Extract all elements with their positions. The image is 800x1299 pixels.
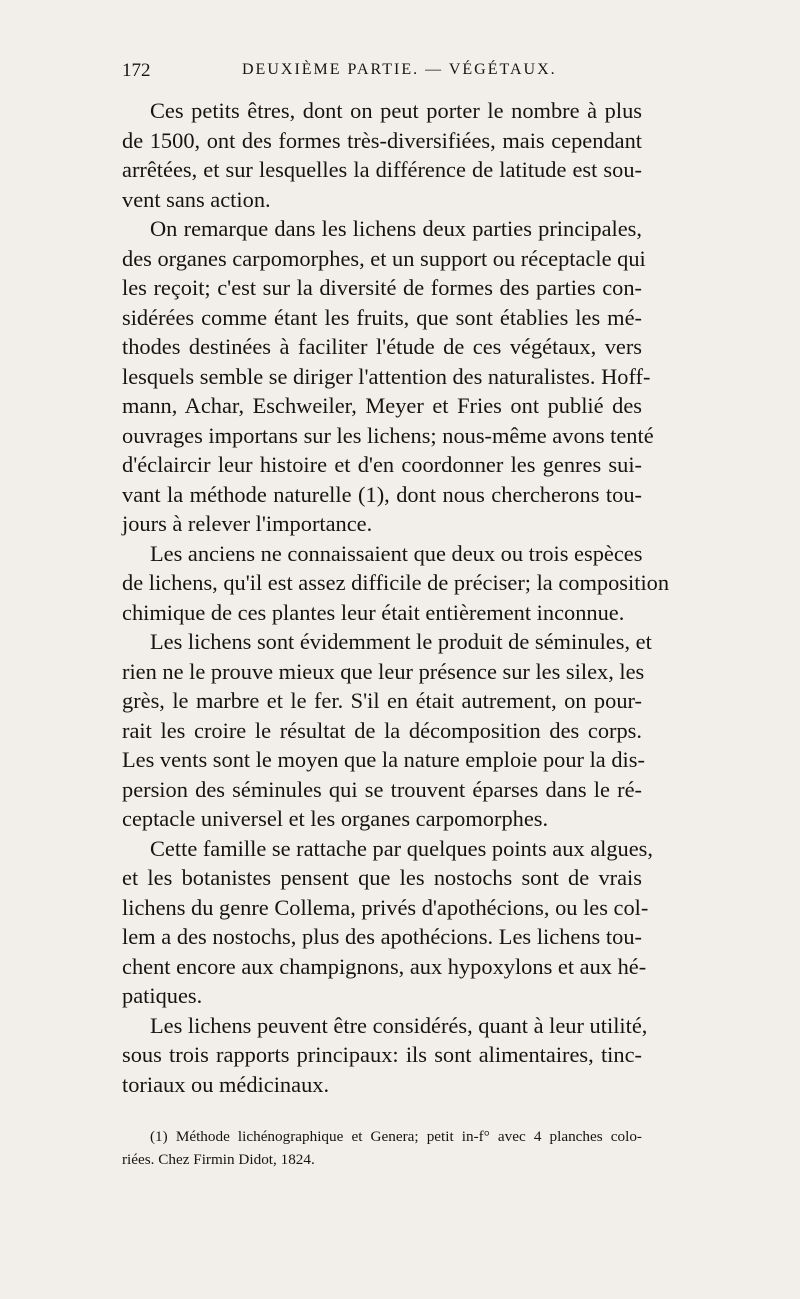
text-line: ouvrages importans sur les lichens; nous-même avons tenté bbox=[122, 422, 654, 448]
paragraph bbox=[122, 627, 652, 834]
text-line: mann, Achar, Eschweiler, Meyer et Fries ont publié des bbox=[122, 393, 642, 418]
text-line: Cette famille se rattache par quelques points aux algues, bbox=[150, 835, 653, 861]
text-line: vent sans action. bbox=[122, 186, 271, 212]
text-line: persion des séminules qui se trouvent éparses dans le ré- bbox=[122, 776, 642, 802]
text-line: lichens du genre Collema, privés d'apothécions, ou les col- bbox=[122, 894, 649, 920]
text-line: Les vents sont le moyen que la nature emploie pour la dis- bbox=[122, 747, 645, 772]
text-line: de 1500, ont des formes très-diversifiées, mais cependant bbox=[122, 127, 642, 153]
text-line: ceptacle universel et les organes carpomorphes. bbox=[122, 806, 549, 831]
text-line: toriaux ou médicinaux. bbox=[122, 1071, 330, 1097]
text-line: lem a des nostochs, plus des apothécions. Les lichens tou- bbox=[122, 924, 642, 949]
text-line: de lichens, qu'il est assez difficile de préciser; la composition bbox=[122, 570, 670, 595]
page-number: 172 bbox=[122, 60, 151, 81]
text-line: sous trois rapports principaux: ils sont alimentaires, tinc- bbox=[122, 1042, 642, 1067]
text-line: vant la méthode naturelle (1), dont nous chercherons tou- bbox=[122, 481, 642, 507]
running-title: DEUXIÈME PARTIE. — VÉGÉTAUX. bbox=[242, 61, 557, 78]
text-line: chimique de ces plantes leur était entièrement inconnue. bbox=[122, 599, 625, 625]
footnote bbox=[122, 1125, 642, 1171]
text-line: On remarque dans les lichens deux parties principales, bbox=[150, 216, 642, 241]
text-line: les reçoit; c'est sur la diversité de formes des parties con- bbox=[122, 275, 642, 300]
text-line: Les anciens ne connaissaient que deux ou trois espèces bbox=[150, 540, 643, 566]
paragraph bbox=[122, 539, 670, 628]
footnote-line: riées. Chez Firmin Didot, 1824. bbox=[122, 1151, 315, 1168]
text-line: lesquels semble se diriger l'attention des naturalistes. Hoff- bbox=[122, 363, 651, 389]
text-line: Ces petits êtres, dont on peut porter le nombre à plus bbox=[150, 98, 642, 123]
text-line: sidérées comme étant les fruits, que sont établies les mé- bbox=[122, 304, 642, 330]
text-line: patiques. bbox=[122, 983, 203, 1008]
text-line: rait les croire le résultat de la décomposition des corps. bbox=[122, 717, 642, 743]
text-line: Les lichens sont évidemment le produit de séminules, et bbox=[150, 629, 652, 654]
text-line: rien ne le prouve mieux que leur présence sur les silex, les bbox=[122, 658, 645, 684]
paragraph bbox=[122, 834, 653, 1011]
text-line: des organes carpomorphes, et un support ou réceptacle qui bbox=[122, 245, 646, 271]
text-line: thodes destinées à faciliter l'étude de ces végétaux, vers bbox=[122, 334, 642, 359]
text-line: grès, le marbre et le fer. S'il en était autrement, on pour- bbox=[122, 688, 642, 713]
text-line: et les botanistes pensent que les nostochs sont de vrais bbox=[122, 865, 642, 890]
paragraph bbox=[122, 1011, 648, 1100]
text-line: Les lichens peuvent être considérés, quant à leur utilité, bbox=[150, 1012, 648, 1038]
text-line: jours à relever l'importance. bbox=[122, 511, 373, 536]
text-line: arrêtées, et sur lesquelles la différence de latitude est sou- bbox=[122, 157, 642, 182]
body-text bbox=[122, 96, 670, 1099]
footnote-line: (1) Méthode lichénographique et Genera; petit in-f° avec 4 planches colo- bbox=[150, 1128, 642, 1145]
text-line: chent encore aux champignons, aux hypoxylons et aux hé- bbox=[122, 953, 647, 979]
text-line: d'éclaircir leur histoire et d'en coordonner les genres sui- bbox=[122, 452, 642, 477]
paragraph bbox=[122, 96, 642, 214]
paragraph bbox=[122, 214, 654, 539]
